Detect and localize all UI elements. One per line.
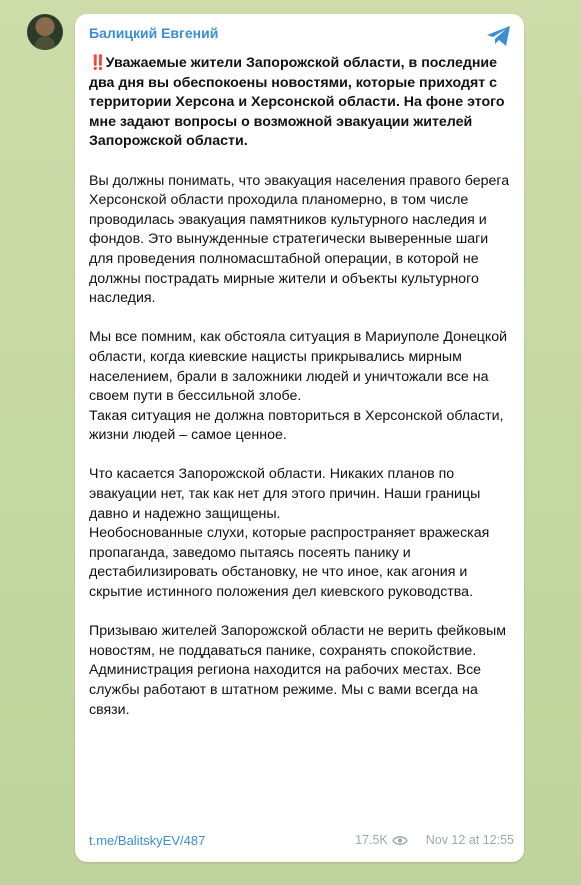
double-exclamation-icon: ‼️ [89, 55, 106, 71]
post-link[interactable]: t.me/BalitskyEV/487 [89, 832, 206, 848]
telegram-share-icon[interactable] [485, 24, 513, 48]
message-bubble [75, 14, 524, 862]
message-footer [89, 830, 514, 850]
eye-icon [392, 835, 408, 846]
lead-text: Уважаемые жители Запорожской области, в последние два дня вы обеспокоены новостями, которые приходят с территории Херсона и Херсонской области. На фоне этого мне задают вопросы о возможной эвакуации жителей Запорожской области. [89, 55, 505, 150]
lead-paragraph [89, 54, 513, 152]
paragraph-1: Вы должны понимать, что эвакуация населения правого берега Херсонской области проходила планомерно, в том числе проводилась эвакуация памятников культурного наследия и фондов. Это вынужденные стратегически выверенные шаги для проведения полномасштабной операции, в которой не должны пострадать мирные жители и объекты культурного наследия. [89, 172, 510, 307]
paragraph-2: Мы все помним, как обстояла ситуация в Мариуполе Донецкой области, когда киевские нацисты прикрывались мирным населением, брали в заложники людей и уничтожали все на своем пути в бессильной злобе. Такая ситуация не должна повториться в Херсонской области, жизни людей – самое ценное. [89, 329, 508, 444]
author-name[interactable]: Балицкий Евгений [89, 25, 219, 41]
view-count: 17.5K [355, 833, 388, 847]
message-date: Nov 12 at 12:55 [425, 833, 514, 847]
message-text [89, 54, 513, 720]
paragraph-3: Что касается Запорожской области. Никаких планов по эвакуации нет, так как нет для этого причин. Наши границы давно и надежно защищены. Необоснованные слухи, которые распространяет вражеская пропаганда, заведомо пытаясь посеять панику и дестабилизировать обстановку, не что иное, как агония и скрытие истинного положения дел киевского руководства. [89, 466, 490, 601]
channel-avatar[interactable] [27, 14, 63, 50]
message-meta [355, 833, 514, 847]
paragraph-4: Призываю жителей Запорожской области не верить фейковым новостям, не поддаваться панике, сохранять спокойствие. Администрация региона находится на рабочих местах. Все службы работают в штатном режиме. Мы с вами всегда на связи. [89, 623, 506, 718]
